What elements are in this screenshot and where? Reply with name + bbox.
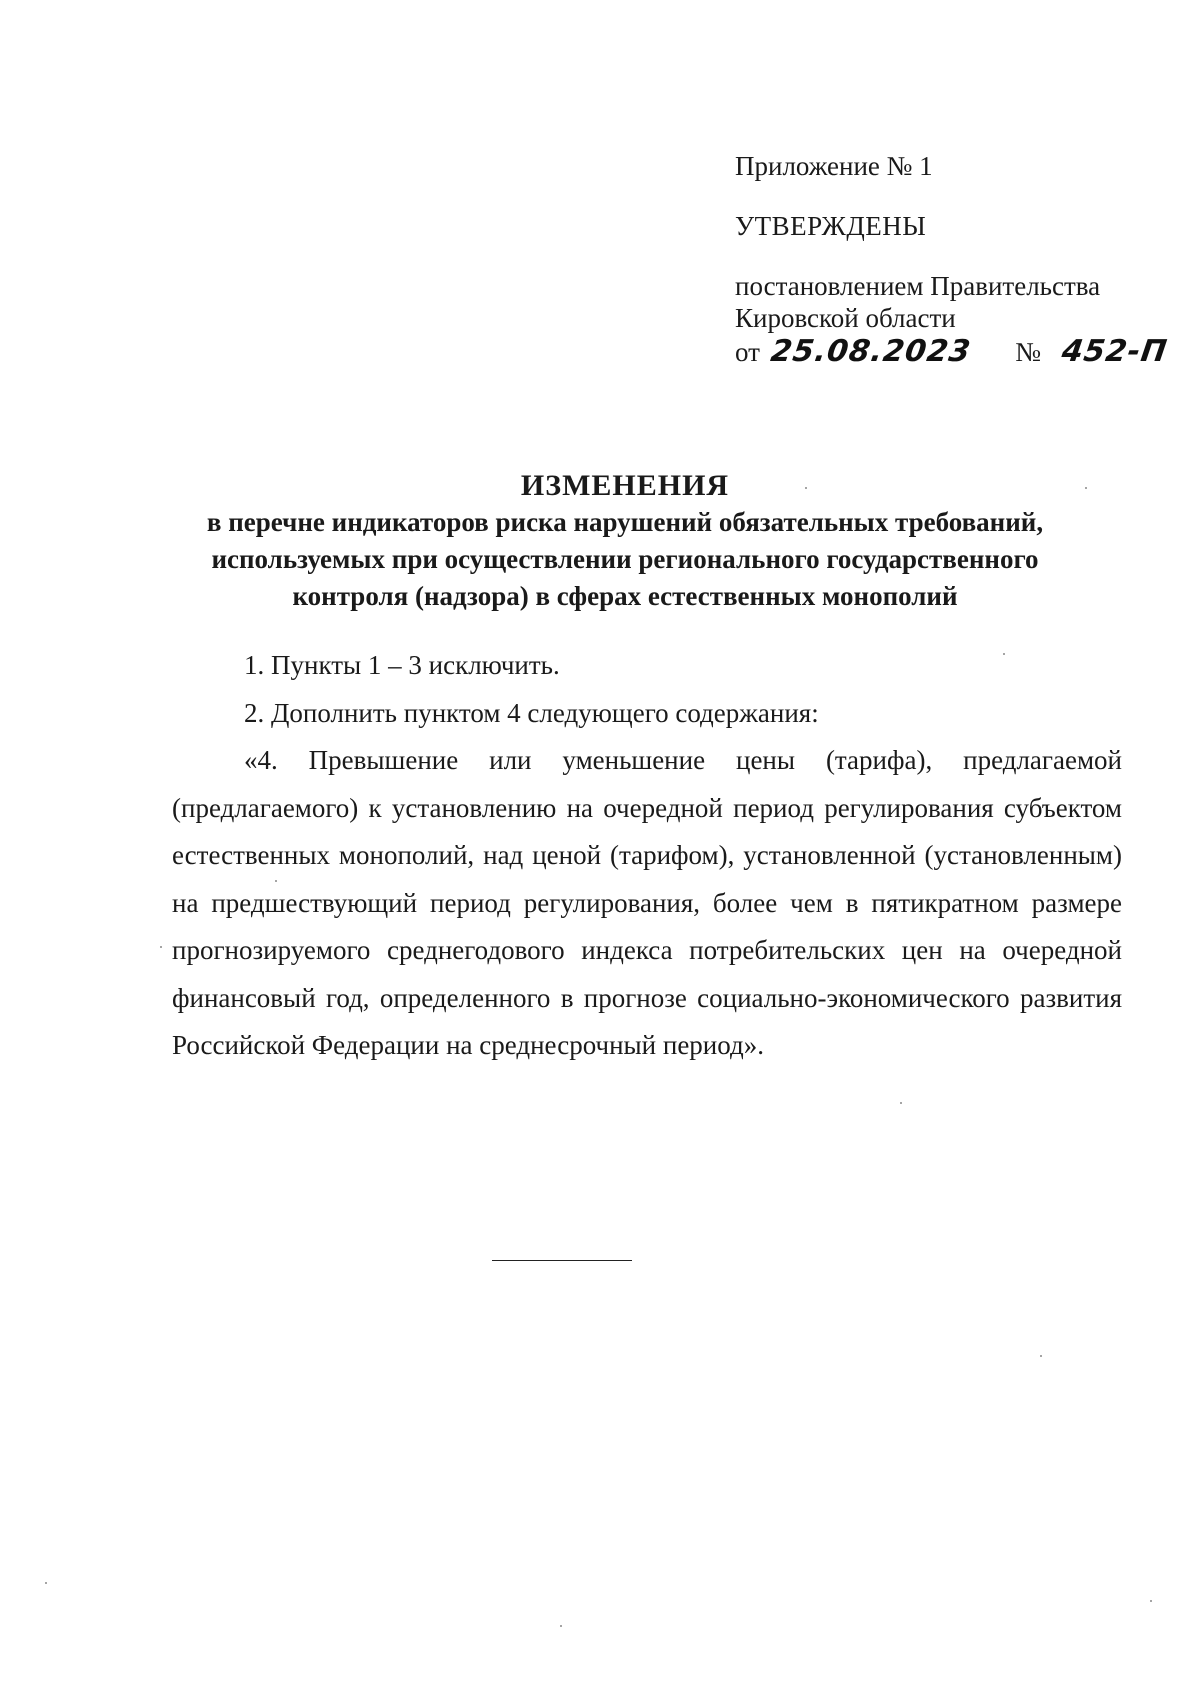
paragraph-item-2: 2. Дополнить пунктом 4 следующего содержания:	[244, 697, 819, 728]
paragraph-item-1: 1. Пункты 1 – 3 исключить.	[244, 650, 560, 680]
document-body	[172, 642, 1122, 1070]
date-prefix: от	[735, 337, 760, 367]
end-divider-line	[492, 1260, 632, 1261]
title-block	[160, 468, 1090, 615]
approved-label: УТВЕРЖДЕНЫ	[735, 211, 927, 241]
appendix-label: Приложение № 1	[735, 151, 933, 181]
scan-speck	[1150, 1600, 1152, 1602]
handwritten-number: 452-П	[1059, 334, 1170, 369]
document-title: ИЗМЕНЕНИЯ	[520, 469, 730, 502]
approval-region-line: Кировской области	[735, 303, 956, 333]
subtitle-line-3: контроля (надзора) в сферах естественных монополий	[292, 581, 958, 611]
scan-speck	[1085, 487, 1087, 489]
approval-block	[735, 150, 1170, 369]
approval-authority-line: постановлением Правительства	[735, 271, 1101, 301]
scan-speck	[45, 1582, 47, 1584]
scan-speck	[1003, 653, 1005, 655]
subtitle-line-1: в перечне индикаторов риска нарушений обязательных требований,	[206, 507, 1044, 537]
number-prefix: №	[1015, 337, 1042, 367]
scan-speck	[900, 1102, 902, 1104]
paragraph-quote: «4. Превышение или уменьшение цены (тарифа), предлагаемой (предлагаемого) к установлению на очередной период регулирования субъектом естественных монополий, над ценой (тарифом), установленной (установленным) на предшествующий период регулирования, более чем в пятикратном размере прогнозируемого среднегодового индекса потребительских цен на очередной финансовый год, определенного в прогнозе социально-экономического развития Российской Федерации на среднесрочный период».	[172, 745, 1122, 1060]
scan-speck	[560, 1625, 562, 1627]
scan-speck	[160, 946, 162, 948]
scan-speck	[275, 880, 277, 882]
scan-speck	[805, 487, 807, 489]
scan-speck	[1040, 1355, 1042, 1357]
subtitle-line-2: используемых при осуществлении регионального государственного	[211, 544, 1039, 574]
approval-date-line	[735, 334, 1170, 369]
handwritten-date: 25.08.2023	[768, 334, 974, 369]
